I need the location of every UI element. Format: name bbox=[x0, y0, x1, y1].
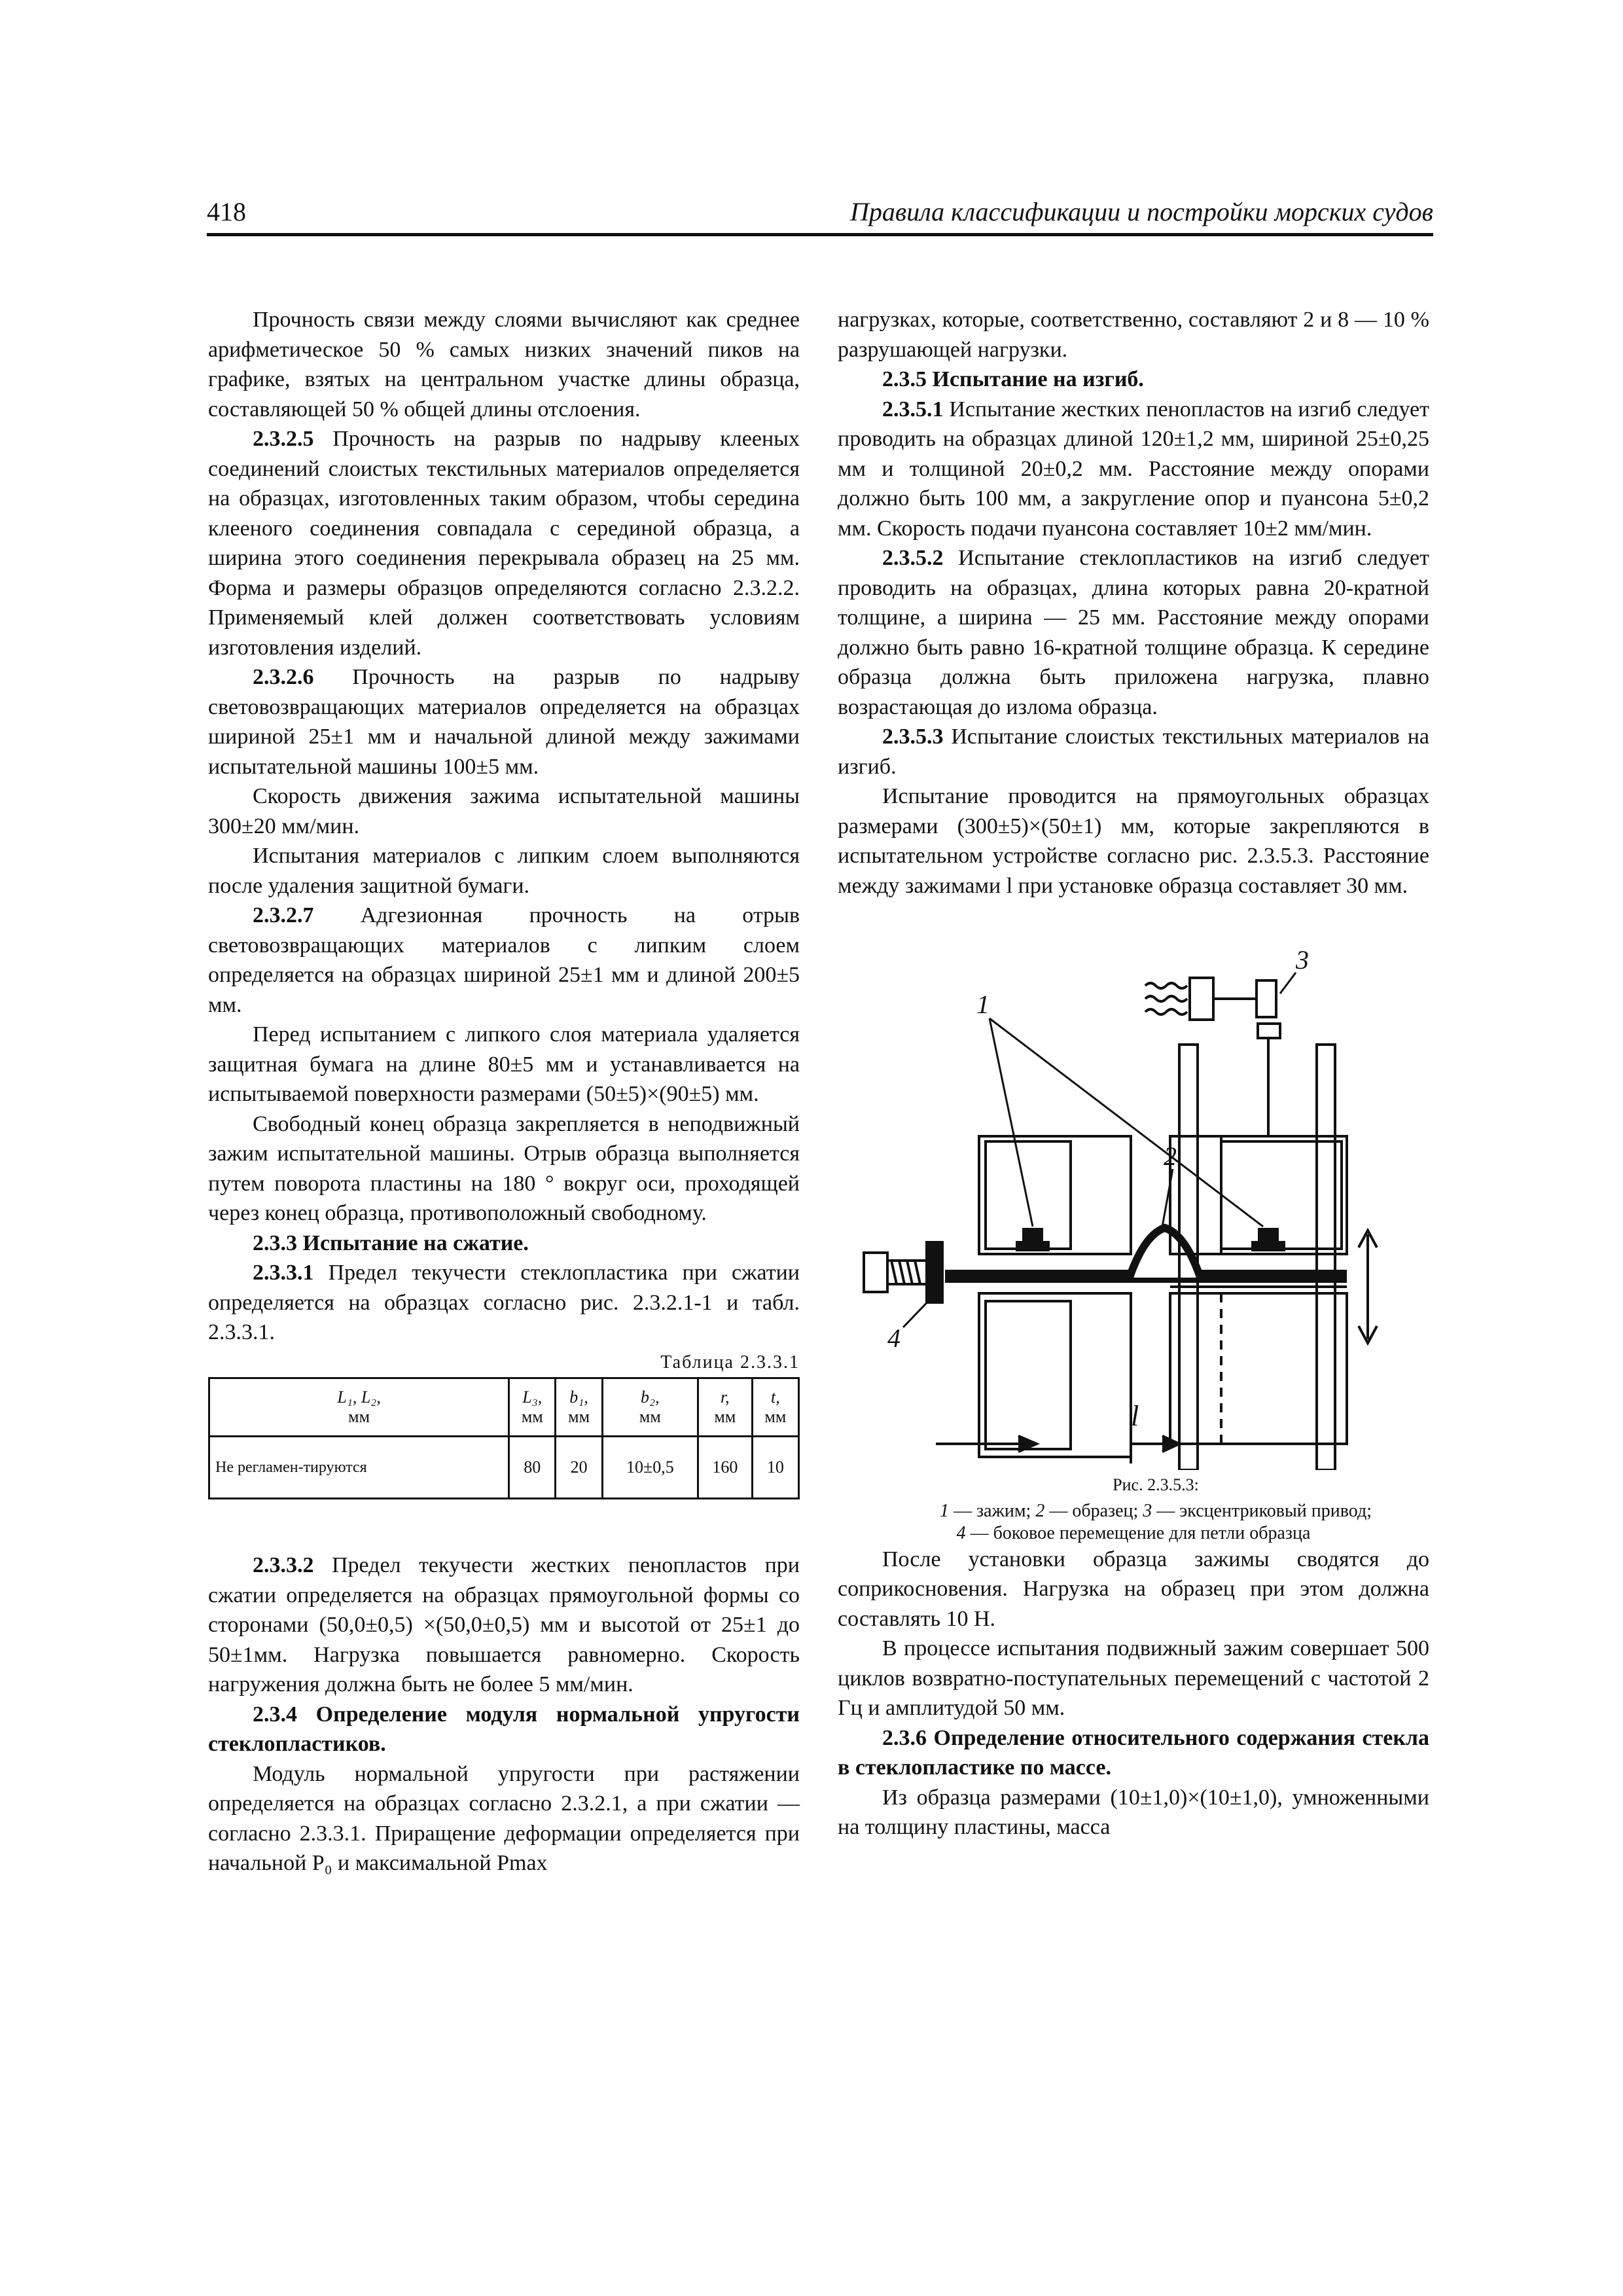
clause-number: 2.3.3.1 bbox=[253, 1261, 314, 1285]
paragraph: Модуль нормальной упругости при растяжении определяется на образцах согласно 2.3.2.1, а при сжатии — согласно 2.3.3.1. Приращение деформации определяется при начальной P₀ и максимальной Pmax bbox=[208, 1761, 800, 1875]
table-cell: 10±0,5 bbox=[602, 1437, 698, 1499]
clamp-jaw bbox=[1221, 1141, 1342, 1249]
column-header: r, мм bbox=[698, 1378, 752, 1437]
test-rig-diagram bbox=[838, 946, 1429, 1470]
legend-text: — зажим; bbox=[949, 1500, 1036, 1521]
paragraph bbox=[838, 395, 1429, 544]
leader-line bbox=[990, 1018, 1033, 1227]
running-title: Правила классификации и постройки морских судов bbox=[849, 197, 1433, 226]
legend-number: 3 bbox=[1143, 1500, 1152, 1521]
table-cell: 160 bbox=[698, 1437, 752, 1499]
label-1: 1 bbox=[976, 990, 990, 1019]
figure-legend bbox=[838, 1500, 1429, 1545]
paragraph: Перед испытанием с липкого слоя материала удаляется защитная бумага на длине 80±5 мм и устанавливается на испытываемой поверхности размерами (50±5)×(90±5) мм. bbox=[208, 1022, 800, 1106]
paragraph: Из образца размерами (10±1,0)×(10±1,0), умноженными на толщину пластины, масса bbox=[838, 1785, 1429, 1839]
figure-caption: Рис. 2.3.5.3: bbox=[1113, 1475, 1199, 1494]
clause-text: Испытание слоистых текстильных материалов на изгиб. bbox=[838, 725, 1429, 779]
clause-number: 2.3.5.2 bbox=[882, 546, 944, 570]
paragraph bbox=[838, 722, 1429, 781]
eccentric-disc bbox=[1257, 980, 1276, 1017]
table-cell: 10 bbox=[752, 1437, 798, 1499]
clause-text: Прочность на разрыв по надрыву клееных соединений слоистых текстильных материалов определяется на образцах, изготовленных таким образом, чтобы середина клееного соединения совпадала с серединой образца, а ширина этого соединения перекрывала образец на 25 мм. Форма и размеры образцов определяются согласно 2.3.2.2. Применяемый клей должен соответствовать условиям изготовления изделий. bbox=[208, 427, 800, 660]
legend-number: 2 bbox=[1035, 1500, 1045, 1521]
column-header: b₂, мм bbox=[602, 1378, 698, 1437]
screw-thread bbox=[887, 1261, 927, 1284]
lower-fixed-clamp bbox=[979, 1293, 1131, 1457]
paragraph bbox=[208, 1258, 800, 1348]
spec-table bbox=[208, 1377, 800, 1499]
left-column bbox=[208, 305, 800, 1878]
table-caption: Таблица 2.3.3.1 bbox=[660, 1352, 800, 1372]
clause-text: Прочность на разрыв по надрыву световозвращающих материалов определяется на образцах шириной 25±1 мм и начальной длиной между зажимами испытательной машины 100±5 мм. bbox=[208, 665, 800, 779]
paragraph: В процессе испытания подвижный зажим совершает 500 циклов возвратно-поступательных перемещений с частотой 2 Гц и амплитудой 50 мм. bbox=[838, 1636, 1429, 1720]
guide-rail bbox=[1317, 1045, 1335, 1470]
right-column bbox=[838, 305, 1429, 1842]
test-rig-figure bbox=[838, 946, 1429, 1470]
label-3: 3 bbox=[1296, 946, 1309, 975]
paragraph: Испытание проводится на прямоугольных образцах размерами (300±5)×(50±1) мм, которые закрепляются в испытательном устройстве согласно рис. 2.3.5.3. Расстояние между зажимами l при установке образца составляет 30 мм. bbox=[838, 784, 1429, 898]
clamp-screw-head bbox=[1253, 1242, 1284, 1250]
paragraph: нагрузках, которые, соответственно, составляют 2 и 8 — 10 % разрушающей нагрузки. bbox=[838, 308, 1429, 362]
paragraph: После установки образца зажимы сводятся до соприкосновения. Нагрузка на образец при этом должна составлять 10 Н. bbox=[838, 1547, 1429, 1631]
paragraph: Свободный конец образца закрепляется в неподвижный зажим испытательной машины. Отрыв образца выполняется путем поворота пластины на 180 ° вокруг оси, проходящей через конец образца, противоположный свободному. bbox=[208, 1111, 800, 1225]
section-heading: 2.3.4 Определение модуля нормальной упругости стеклопластиков. bbox=[208, 1702, 800, 1756]
specimen-loop bbox=[945, 1228, 1347, 1274]
drive-link bbox=[1258, 1024, 1280, 1038]
clause-number: 2.3.2.7 bbox=[253, 903, 314, 927]
clause-number: 2.3.2.6 bbox=[253, 665, 314, 689]
leader-line bbox=[1280, 973, 1296, 994]
paragraph bbox=[208, 662, 800, 781]
clause-number: 2.3.2.5 bbox=[253, 427, 314, 451]
clamp-screw-head bbox=[1017, 1242, 1048, 1250]
paragraph: Прочность связи между слоями вычисляют как среднее арифметическое 50 % самых низких значений пиков на графике, взятых на центральном участке длины образца, составляющей 50 % общей длины отслоения. bbox=[208, 308, 800, 422]
leader-line bbox=[903, 1293, 936, 1327]
label-l: l bbox=[1131, 1400, 1139, 1432]
paragraph bbox=[208, 1551, 800, 1700]
table-row bbox=[209, 1437, 799, 1499]
label-4: 4 bbox=[887, 1323, 901, 1353]
column-header: L₁, L₂, мм bbox=[209, 1378, 509, 1437]
table-cell: 20 bbox=[556, 1437, 602, 1499]
fixed-clamp bbox=[979, 1136, 1131, 1254]
clause-text: Предел текучести жестких пенопластов при сжатии определяется на образцах прямоугольной формы со сторонами (50,0±0,5) ×(50,0±0,5) мм и высотой от 25±1 до 50±1мм. Нагрузка повышается равномерно. Скорость нагружения должна быть не более 5 мм/мин. bbox=[208, 1553, 800, 1696]
legend-text: — образец; bbox=[1044, 1500, 1143, 1521]
spring-coil bbox=[1145, 996, 1187, 1001]
section-heading: 2.3.5 Испытание на изгиб. bbox=[882, 367, 1144, 391]
drive-body bbox=[1190, 978, 1213, 1020]
clause-number: 2.3.5.1 bbox=[882, 397, 944, 422]
label-2: 2 bbox=[1164, 1141, 1177, 1171]
paragraph bbox=[838, 543, 1429, 722]
clause-number: 2.3.5.3 bbox=[882, 725, 944, 749]
table-cell: Не регламен-тируются bbox=[209, 1437, 509, 1499]
paragraph: Испытания материалов с липким слоем выполняются после удаления защитной бумаги. bbox=[208, 844, 800, 898]
paragraph bbox=[208, 901, 800, 1020]
section-heading: 2.3.3 Испытание на сжатие. bbox=[253, 1230, 529, 1255]
column-header: L₃, мм bbox=[509, 1378, 556, 1437]
clause-text: Испытание стеклопластиков на изгиб следует проводить на образцах, длина которых равна 20-кратной толщине, а ширина — 25 мм. Расстояние между опорами должно быть равно 16-кратной толщине образца. К середине образца должна быть приложена нагрузка, плавно возрастающая до излома образца. bbox=[838, 546, 1429, 719]
spring-coil bbox=[1145, 983, 1187, 988]
legend-number: 1 bbox=[940, 1500, 949, 1521]
spring-coil bbox=[1145, 1009, 1187, 1014]
leader-line bbox=[990, 1018, 1263, 1227]
screw-head bbox=[864, 1253, 887, 1292]
clause-text: Испытание жестких пенопластов на изгиб следует проводить на образцах длиной 120±1,2 мм, шириной 25±0,25 мм и толщиной 20±0,2 мм. Расстояние между опорами должно быть 100 мм, а закругление опор и пуансона 5±0,2 мм. Скорость подачи пуансона составляет 10±2 мм/мин. bbox=[838, 397, 1429, 541]
clause-text: Адгезионная прочность на отрыв световозвращающих материалов с липким слоем определяется на образцах шириной 25±1 мм и длиной 200±5 мм. bbox=[208, 903, 800, 1017]
clamp-jaw bbox=[986, 1301, 1071, 1449]
clause-text: Предел текучести стеклопластика при сжатии определяется на образцах согласно рис. 2.3.2.1-1 и табл. 2.3.3.1. bbox=[208, 1261, 800, 1344]
table-cell: 80 bbox=[509, 1437, 556, 1499]
legend-text: — боковое перемещение для петли образца bbox=[965, 1522, 1311, 1543]
page-header bbox=[207, 196, 1433, 236]
table-header-row bbox=[209, 1378, 799, 1437]
page-number: 418 bbox=[207, 197, 246, 226]
legend-number: 4 bbox=[956, 1522, 966, 1543]
section-heading: 2.3.6 Определение относительного содержания стекла в стеклопластике по массе. bbox=[838, 1725, 1429, 1780]
clause-number: 2.3.3.2 bbox=[253, 1553, 314, 1577]
paragraph bbox=[208, 424, 800, 662]
legend-text: — эксцентриковый привод; bbox=[1152, 1500, 1372, 1521]
paragraph: Скорость движения зажима испытательной машины 300±20 мм/мин. bbox=[208, 784, 800, 838]
column-header: b₁, мм bbox=[556, 1378, 602, 1437]
column-header: t, мм bbox=[752, 1378, 798, 1437]
